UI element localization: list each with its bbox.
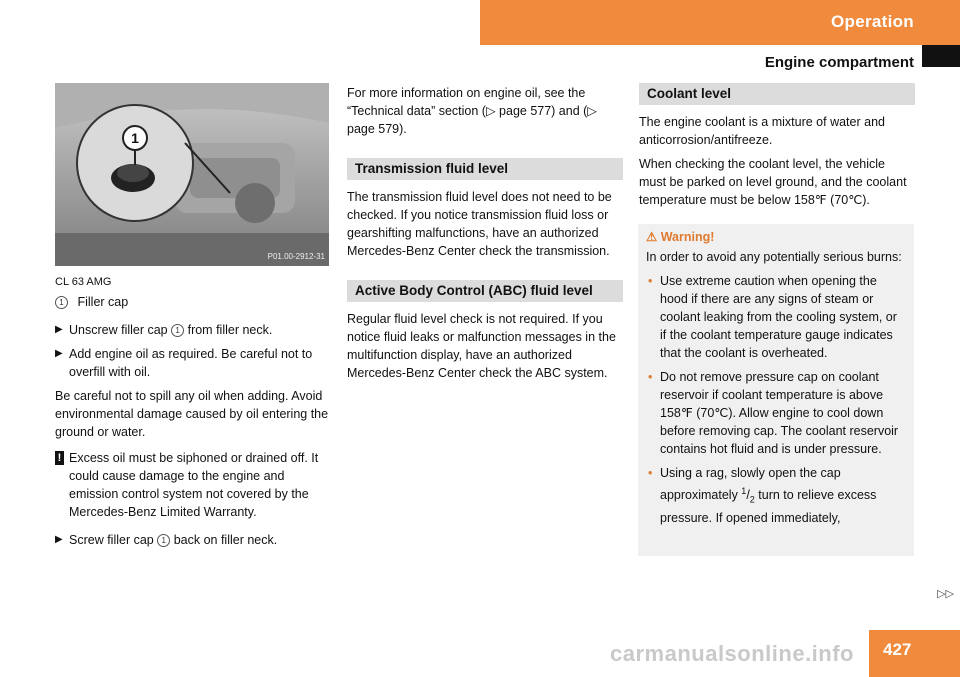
bullet-dot-icon: •	[648, 370, 653, 384]
warning-box	[638, 224, 914, 556]
warning-item-1: Use extreme caution when opening the hood if there are any signs of steam or coolant leaking from the cooling system, or if the coolant temperature gauge indicates that the coolant is overheated.	[660, 274, 897, 360]
step3-callout: 1	[157, 534, 170, 547]
warning-item	[646, 272, 906, 362]
step-arrow-icon: ▶	[55, 348, 63, 359]
middle-column	[347, 84, 623, 388]
section-title: Engine compartment	[764, 54, 914, 71]
bullet-dot-icon: •	[648, 274, 653, 288]
engine-illustration	[55, 83, 329, 266]
page-number-tab	[869, 630, 960, 677]
notice-excess-oil	[55, 449, 330, 521]
heading-coolant: Coolant level	[639, 83, 915, 105]
warning-item-3: Using a rag, slowly open the cap approximately	[660, 466, 841, 503]
warning-intro: In order to avoid any potentially serious burns:	[646, 250, 902, 264]
page-number: 427	[883, 640, 912, 659]
step3-text: Screw filler cap	[69, 533, 158, 547]
warning-heading	[646, 228, 906, 246]
step3-text-end: back on filler neck.	[170, 533, 278, 547]
fraction-denominator: 2	[749, 494, 755, 505]
transmission-paragraph: The transmission fluid level does not need to be checked. If you notice transmission fluid loss or gearshifting malfunctions, have an authorized Mercedes-Benz Center check the transmission.	[347, 190, 612, 258]
coolant-paragraph-1: The engine coolant is a mixture of water and anticorrosion/antifreeze.	[639, 115, 885, 147]
exclamation-icon: !	[55, 451, 64, 465]
legend-number: 1	[55, 296, 68, 309]
continue-arrow-icon: ▷▷	[937, 588, 954, 600]
engine-photo	[55, 83, 329, 266]
notice-text: Excess oil must be siphoned or drained off. It could cause damage to the engine and emission control system not covered by the Mercedes-Benz Limited Warranty.	[69, 451, 319, 519]
section-marker	[922, 45, 960, 67]
step-arrow-icon: ▶	[55, 534, 63, 545]
oil-info-paragraph: For more information on engine oil, see the “Technical data” section (▷ page 577) and (▷ page 579).	[347, 86, 597, 136]
heading-transmission: Transmission fluid level	[347, 158, 623, 180]
step1-callout: 1	[171, 324, 184, 337]
photo-code: P01.00-2912-31	[267, 252, 325, 261]
step1-text: Unscrew filler cap	[69, 323, 172, 337]
watermark: carmanualsonline.info	[610, 641, 854, 666]
spill-paragraph: Be careful not to spill any oil when adding. Avoid environmental damage caused by oil entering the ground or water.	[55, 389, 329, 439]
left-column	[55, 273, 330, 555]
chapter-title: Operation	[831, 12, 914, 31]
photo-callout: 1	[131, 130, 139, 146]
step-screw-back	[55, 531, 330, 549]
photo-caption: CL 63 AMG	[55, 276, 112, 288]
heading-abc: Active Body Control (ABC) fluid level	[347, 280, 623, 302]
step-add-oil	[55, 345, 330, 381]
chapter-tab	[480, 0, 960, 45]
step-unscrew	[55, 321, 330, 339]
right-column	[639, 83, 915, 215]
warning-item	[646, 368, 906, 458]
warning-item-3-end: turn to relieve excess pressure. If opened immediately,	[660, 488, 877, 525]
step1-text-end: from filler neck.	[184, 323, 273, 337]
legend-item	[55, 293, 330, 311]
step-arrow-icon: ▶	[55, 324, 63, 335]
warning-triangle-icon: ⚠	[646, 230, 658, 244]
step2-text: Add engine oil as required. Be careful not to overfill with oil.	[69, 347, 313, 379]
fraction-numerator: 1	[741, 486, 747, 496]
warning-title: Warning!	[660, 230, 715, 244]
warning-item: • Using a rag, slowly open the cap approximately $^1/_2$ turn to relieve excess pressure. If opened immediately,	[648, 466, 877, 525]
coolant-paragraph-2: When checking the coolant level, the vehicle must be parked on level ground, and the coolant temperature must be below 158℉ (70℃).	[639, 157, 907, 207]
abc-paragraph: Regular fluid level check is not required. If you notice fluid leaks or malfunction messages in the multifunction display, have an authorized Mercedes-Benz Center check the ABC system.	[347, 312, 616, 380]
bullet-dot-icon: •	[648, 466, 653, 480]
warning-item-2: Do not remove pressure cap on coolant reservoir if coolant temperature is above 158℉ (70℃). Allow engine to cool down before removing cap. The coolant reservoir contains hot fluid and is under pressure.	[660, 370, 899, 456]
legend-text: Filler cap	[77, 295, 129, 309]
